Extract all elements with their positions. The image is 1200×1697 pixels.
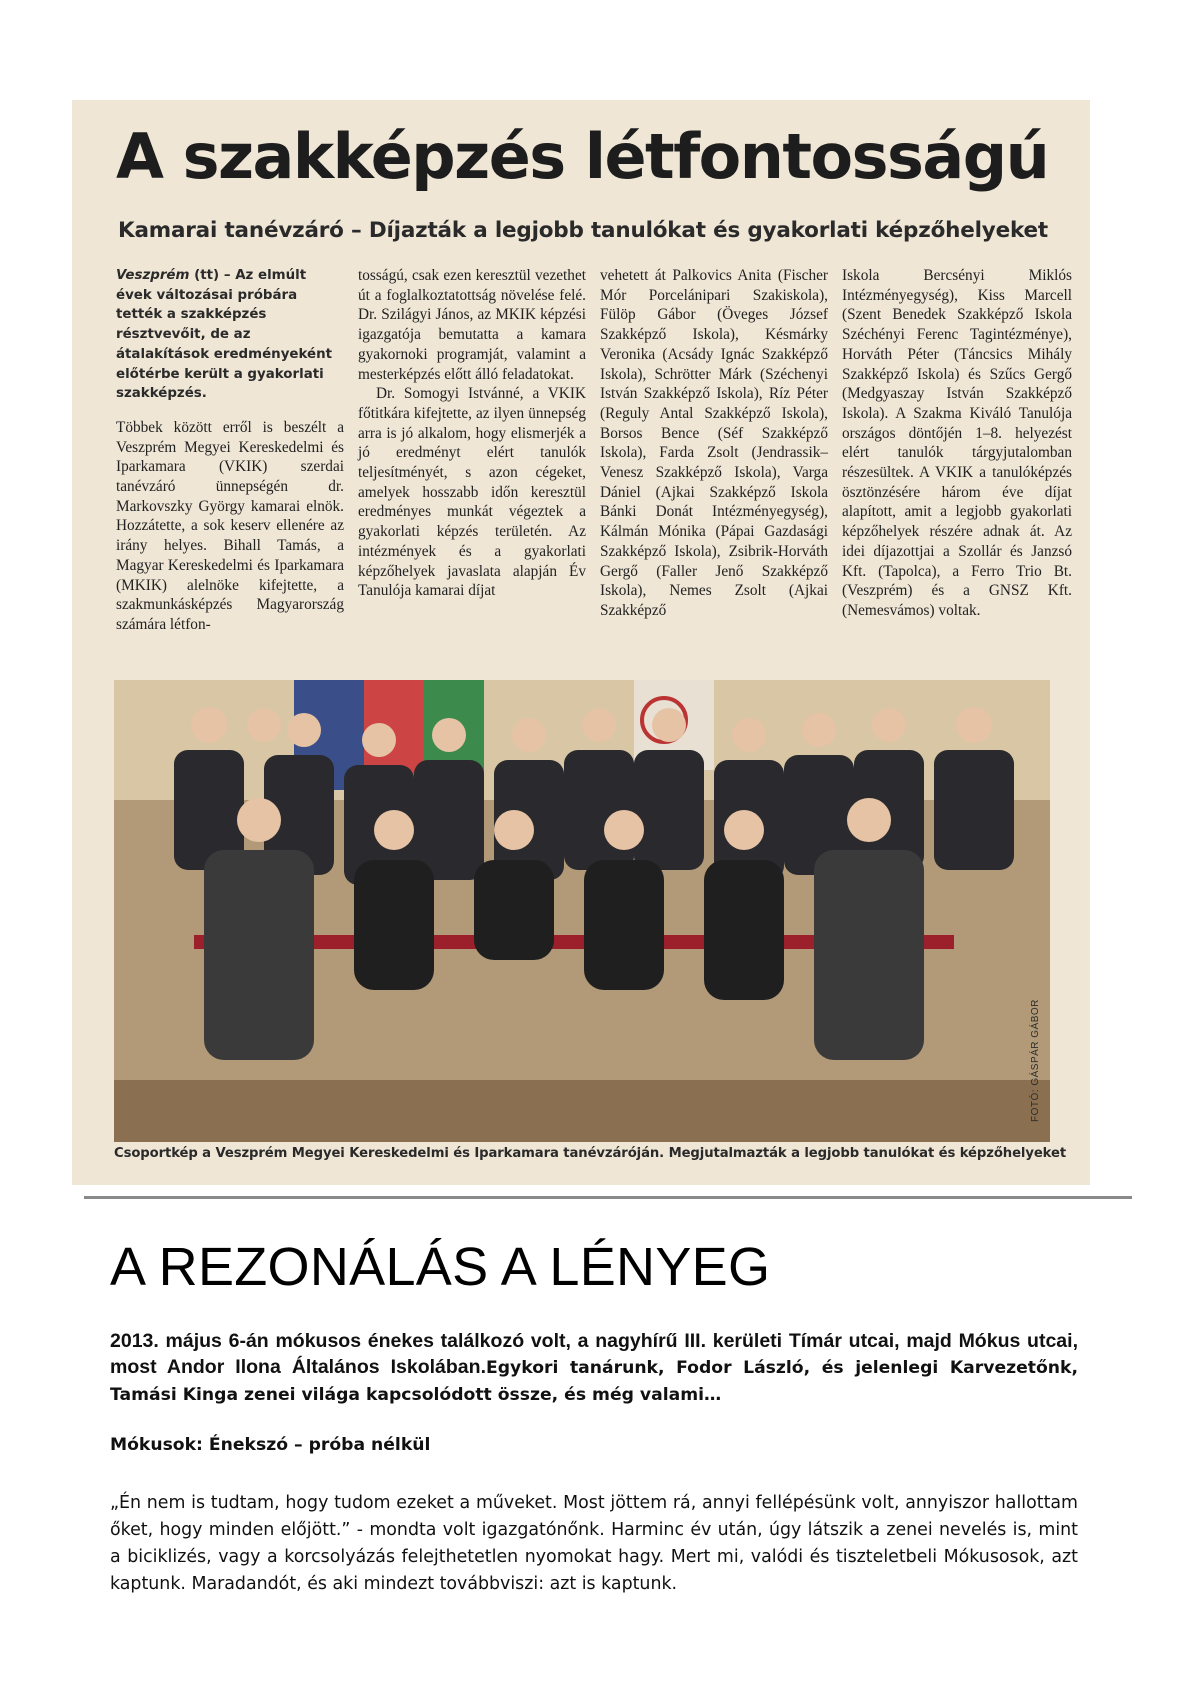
- group-photo-illustration: [114, 680, 1050, 1142]
- article-body: „Én nem is tudtam, hogy tudom ezeket a műveket. Most jöttem rá, annyi fellépésünk volt, annyiszor hallottam őket, hogy minden előjött.” - mondta volt igazgatónőnk. Harminc év után, úgy látszik a zenei nevelés is, mint a biciklizés, vagy a korcsolyázás felejthetetlen nyomokat hagy. Mert mi, valódi és tiszteletbeli Mókusosok, azt kaptunk. Maradandót, és aki mindezt továbbviszi: azt is kaptunk.: [110, 1493, 1078, 1594]
- clipping-title: A szakképzés létfontosságú: [116, 120, 1049, 193]
- clipping-column-1: [116, 266, 344, 635]
- column-1-body: Többek között erről is beszélt a Veszprém Megyei Kereskedelmi és Iparkamara (VKIK) szerdai tanévzáró ünnepségén dr. Markovszky György kamarai elnök. Hozzátette, a sok keserv ellenére az irány helyes. Bihall Tamás, a Magyar Kereskedelmi és Iparkamara (MKIK) alelnöke kifejtette, a szakmunkásképzés Magyarország számára létfon-: [116, 418, 344, 633]
- clipping-lead: [116, 266, 344, 404]
- section-divider: [84, 1196, 1132, 1199]
- lead-text: (tt) – Az elmúlt évek változásai próbára tették a szakképzés résztvevőit, de az átalakítások eredményeként előtérbe került a gyakorlati szakképzés.: [116, 268, 333, 402]
- clipping-subtitle: Kamarai tanévzáró – Díjazták a legjobb tanulókat és gyakorlati képzőhelyeket: [118, 218, 1048, 243]
- column-2-body-2: Dr. Somogyi Istvánné, a VKIK főtitkára kifejtette, az ilyen ünnepség arra is jó alkalom, hogy elismerjék a jó eredményt elért tanulók teljesítményét, s azon cégeket, amelyek hosszabb időn keresztül eredményes munkát végeztek a gyakorlati képzés területén. Az intézmények és a gyakorlati képzőhelyek javaslata alapján Év Tanulója kamarai díjat: [358, 385, 586, 600]
- clipping-column-2: [358, 266, 586, 601]
- article-intro: [110, 1328, 1078, 1408]
- column-3-body: vehetett át Palkovics Anita (Fischer Mór Porcelánipari Szakiskola), Fülöp Gábor (Öveges József Szakképző Iskola), Késmárky Veronika (Acsády Ignác Szakképző Iskola), Schrötter Márk (Széchenyi István Szakképző Iskola), Ríz Péter (Reguly Antal Szakképző Iskola), Borsos Bence (Séf Szakképző Iskola), Farda Zsolt (Jendrassik–Venesz Szakképző Iskola), Varga Dániel (Ajkai Szakképző Iskola Bánki Donát Intézményegység), Kálmán Mónika (Pápai Gazdasági Szakképző Iskola), Zsibrik-Horváth Gergő (Faller Jenő Szakképző Iskola), Nemes Zsolt (Ajkai Szakképző: [600, 267, 828, 619]
- column-4-body: Iskola Bercsényi Miklós Intézményegység), Kiss Marcell (Szent Benedek Szakképző Iskola Széchényi Ferenc Tagintézménye), Horváth Péter (Táncsics Mihály Szakképző Iskola) és Szűcs Gergő (Medgyaszay István Szakképző Iskola). A Szakma Kiváló Tanulója országos döntőjén 1–8. helyezést elért tanulók tárgyjutalomban részesültek. A VKIK a tanulóképzés ösztönzésére három éve díjat alapított, amit a legjobb gyakorlati képzőhelyek részére adnak át. Az idei díjazottjai a Szollár és Janzsó Kft. (Tapolca), a Ferro Trio Bt. (Veszprém) és a GNSZ Kft. (Nemesvámos) voltak.: [842, 267, 1072, 619]
- photo-credit: FOTÓ: GÁSPÁR GÁBOR: [1030, 999, 1041, 1122]
- lead-place: Veszprém: [116, 268, 190, 283]
- intro-part-2: Egykori tanárunk, Fodor László, és jelenlegi Karvezetőnk, Tamási Kinga zenei világa kapcsolódott össze, és még valami…: [110, 1358, 1078, 1405]
- photo-caption: Csoportkép a Veszprém Megyei Kereskedelmi és Iparkamara tanévzáróján. Megjutalmazták a legjobb tanulókat és képzőhelyeket: [114, 1146, 1067, 1161]
- newspaper-clipping: [72, 100, 1090, 1185]
- group-photo: [114, 680, 1050, 1142]
- intro-part-1: 2013. május 6-án mókusos énekes találkozó volt, a nagyhírű III. kerületi Tímár utcai, majd Mókus utcai, most Andor Ilona Általános Iskolában.: [110, 1330, 1078, 1378]
- clipping-column-4: [842, 266, 1072, 621]
- article-heading: A REZONÁLÁS A LÉNYEG: [110, 1237, 771, 1297]
- column-2-body-1: tosságú, csak ezen keresztül vezethet út a foglalkoztatottság növelése felé. Dr. Szilágyi János, az MKIK képzési igazgatója bemutatta a kamara gyakornoki programját, valamint a mesterképzés előtt álló feladatokat.: [358, 267, 586, 383]
- article-subheading: Mókusok: Énekszó – próba nélkül: [110, 1435, 431, 1455]
- clipping-column-3: [600, 266, 828, 621]
